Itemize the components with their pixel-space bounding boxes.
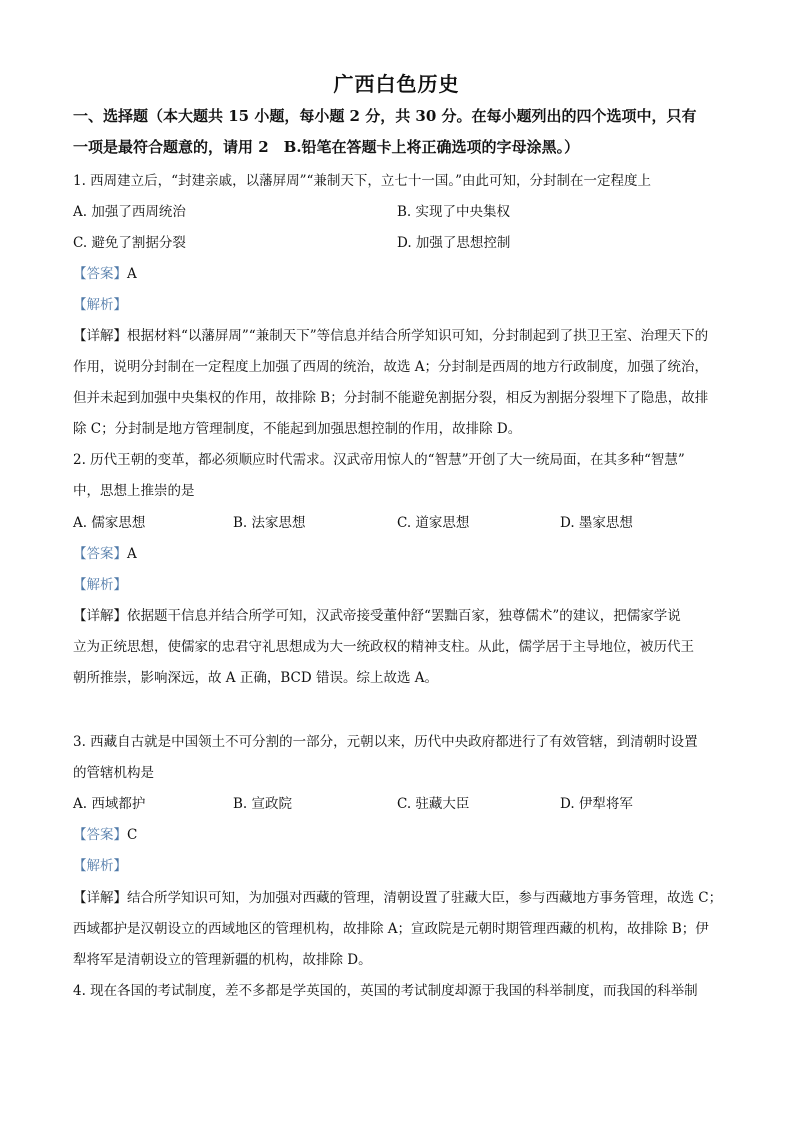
answer-tag: 【答案】 — [73, 546, 127, 562]
detail-tag: 【详解】 — [73, 328, 127, 344]
question-1-detail-line-1: 【详解】根据材料“以藩屏周”“兼制天下”等信息并结合所学知识可知，分封制起到了拱卫王室、治理天下的 — [73, 328, 709, 344]
detail-tag: 【详解】 — [73, 608, 127, 624]
question-1-detail-line-3: 但并未起到加强中央集权的作用，故排除 B；分封制不能避免割据分裂，相反为割据分裂埋下了隐患，故排 — [73, 390, 709, 406]
question-2-option-b: B. 法家思想 — [233, 515, 306, 531]
question-2-stem-line-1: 2. 历代王朝的变革，都必须顺应时代需求。汉武帝用惊人的“智慧”开创了大一统局面，在其多种“智慧” — [73, 452, 685, 468]
question-2-detail-line-2: 立为正统思想，使儒家的忠君守礼思想成为大一统政权的精神支柱。从此，儒学居于主导地位，被历代王 — [73, 639, 694, 655]
section-heading-line-2: 一项是最符合题意的，请用 2 B.铅笔在答题卡上将正确选项的字母涂黑。） — [73, 138, 580, 156]
question-1-answer — [73, 264, 723, 284]
question-3-detail-line-2: 西域都护是汉朝设立的西域地区的管理机构，故排除 A；宣政院是元朝时期管理西藏的机构，故排除 B；伊 — [73, 921, 709, 937]
question-3-option-d: D. 伊犁将军 — [560, 796, 633, 812]
question-2-stem-line-2: 中，思想上推崇的是 — [73, 483, 195, 499]
question-1-detail-line-2: 作用，说明分封制在一定程度上加强了西周的统治，故选 A；分封制是西周的地方行政制度，加强了统治， — [73, 359, 709, 375]
question-1-option-d: D. 加强了思想控制 — [397, 235, 511, 251]
question-3-stem-line-1: 3. 西藏自古就是中国领土不可分割的一部分，元朝以来，历代中央政府都进行了有效管辖，到清朝时设置 — [73, 734, 698, 750]
detail-tag: 【详解】 — [73, 890, 127, 906]
question-2-option-a: A. 儒家思想 — [73, 515, 146, 531]
question-3-option-c: C. 驻藏大臣 — [397, 796, 470, 812]
question-2-analysis-heading — [73, 575, 723, 595]
question-3-option-b: B. 宣政院 — [233, 796, 293, 812]
question-1-option-b: B. 实现了中央集权 — [397, 204, 511, 220]
question-1-stem: 1. 西周建立后，“封建亲戚，以藩屏周”“兼制天下，立七十一国。”由此可知，分封制在一定程度上 — [73, 173, 652, 189]
question-1-detail-line-4: 除 C；分封制是地方管理制度，不能起到加强思想控制的作用，故排除 D。 — [73, 421, 522, 437]
question-1-analysis-heading — [73, 295, 723, 315]
analysis-tag: 【解析】 — [73, 577, 127, 593]
question-3-stem-line-2: 的管辖机构是 — [73, 765, 154, 781]
answer-value: C — [127, 827, 138, 843]
question-3-detail-line-1: 【详解】结合所学知识可知，为加强对西藏的管理，清朝设置了驻藏大臣，参与西藏地方事务管理，故选 C； — [73, 890, 723, 906]
answer-tag: 【答案】 — [73, 827, 127, 843]
question-2-detail-line-1: 【详解】依据题干信息并结合所学可知，汉武帝接受董仲舒“罢黜百家，独尊儒术”的建议，把儒家学说 — [73, 608, 681, 624]
question-2-option-c: C. 道家思想 — [397, 515, 470, 531]
question-3-detail-line-3: 犁将军是清朝设立的管理新疆的机构，故排除 D。 — [73, 952, 372, 968]
question-2-option-d: D. 墨家思想 — [560, 515, 633, 531]
answer-value: A — [127, 266, 137, 282]
question-3-answer — [73, 825, 723, 845]
question-1-option-a: A. 加强了西周统治 — [73, 204, 186, 220]
answer-tag: 【答案】 — [73, 266, 127, 282]
question-3-analysis-heading — [73, 856, 723, 876]
answer-value: A — [127, 546, 137, 562]
question-4-stem-line-1: 4. 现在各国的考试制度，差不多都是学英国的，英国的考试制度却源于我国的科举制度，而我国的科举制 — [73, 983, 698, 999]
question-2-detail-line-3: 朝所推崇，影响深远，故 A 正确，BCD 错误。综上故选 A。 — [73, 670, 438, 686]
page-title: 广西白色历史 — [333, 72, 460, 96]
question-3-option-a: A. 西域都护 — [73, 796, 146, 812]
question-2-answer — [73, 544, 723, 564]
analysis-tag: 【解析】 — [73, 858, 127, 874]
section-heading-line-1: 一、选择题（本大题共 15 小题，每小题 2 分，共 30 分。在每小题列出的四个选项中，只有 — [73, 107, 697, 125]
analysis-tag: 【解析】 — [73, 297, 127, 313]
question-1-option-c: C. 避免了割据分裂 — [73, 235, 186, 251]
